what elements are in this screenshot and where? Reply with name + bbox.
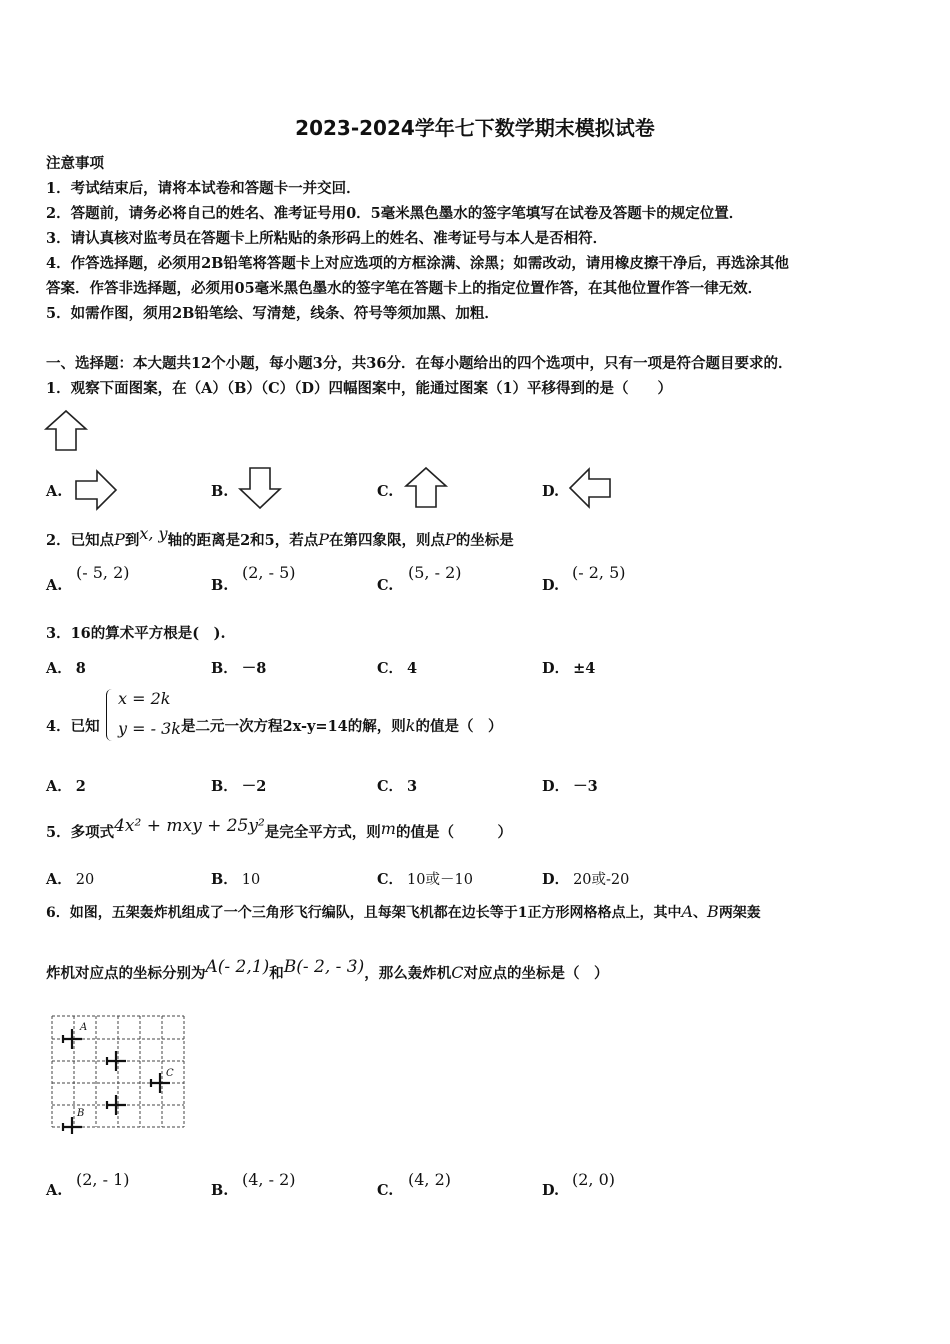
q5-option-c: C． 10或－10 xyxy=(377,871,473,888)
q3-option-d: D． ±4 xyxy=(542,660,596,677)
q4-equation-1: x = 2k xyxy=(118,689,171,708)
label-b: B xyxy=(77,1108,85,1119)
plane-icon-4 xyxy=(106,1095,126,1115)
q5-option-b: B． 10 xyxy=(211,871,261,888)
q6-option-a-value: (2, - 1) xyxy=(76,1170,130,1189)
notice-line: 4．作答选择题，必须用2B铅笔将答题卡上对应选项的方框涂满、涂黑；如需改动，请用橡皮擦干净后，再选涂其他 xyxy=(46,255,789,272)
plane-icon-a xyxy=(62,1029,82,1049)
q5-option-a: A． 20 xyxy=(46,871,95,888)
q6-option-a-label: A. xyxy=(46,1182,63,1199)
q4-option-c: C． 3 xyxy=(377,778,418,795)
question-6-line-2: 炸机对应点的坐标分别为A(- 2,1)和B(- 2, - 3)，那么轰炸机C对应点的坐标是（ ） xyxy=(46,957,609,982)
q6-option-b-label: B. xyxy=(211,1182,229,1199)
q6-option-d-label: D. xyxy=(542,1182,560,1199)
arrow-left-figure-d xyxy=(567,466,613,510)
q2-option-a-value: (- 5, 2) xyxy=(76,563,130,582)
arrow-down-figure-b xyxy=(237,465,283,511)
q4-equation-2: y = - 3k xyxy=(118,719,181,738)
q2-option-c-label: C. xyxy=(377,577,394,594)
q1-option-d-label: D. xyxy=(542,483,560,500)
q1-option-b-label: B. xyxy=(211,483,229,500)
plane-icon-b xyxy=(62,1117,82,1134)
plane-icon-2 xyxy=(106,1051,126,1071)
q3-option-b: B． －8 xyxy=(211,660,267,677)
arrow-right-figure-a xyxy=(73,468,119,512)
q2-option-b-value: (2, - 5) xyxy=(242,563,296,582)
q4-option-b: B． －2 xyxy=(211,778,267,795)
q2-option-c-value: (5, - 2) xyxy=(408,563,462,582)
question-6-line-1: 6．如图，五架轰炸机组成了一个三角形飞行编队，且每架飞机都在边长等于1正方形网格格点上，其中A、B两架轰 xyxy=(46,902,761,921)
notice-line: 答案．作答非选择题，必须用05毫米黑色墨水的签字笔在答题卡上的指定位置作答，在其他位置作答一律无效． xyxy=(46,280,763,297)
question-2: 2．已知点P到x, y轴的距离是2和5，若点P在第四象限，则点P的坐标是 xyxy=(46,524,514,549)
arrow-up-figure-c xyxy=(402,465,450,511)
equation-brace xyxy=(106,689,115,741)
notice-line: 2．答题前，请务必将自己的姓名、准考证号用0．5毫米黑色墨水的签字笔填写在试卷及答题卡的规定位置． xyxy=(46,205,744,222)
section-header: 一、选择题：本大题共12个小题，每小题3分，共36分．在每小题给出的四个选项中，只有一项是符合题目要求的． xyxy=(46,355,793,372)
q2-option-a-label: A. xyxy=(46,577,63,594)
q2-option-d-label: D. xyxy=(542,577,560,594)
question-5: 5．多项式4x² + mxy + 25y²是完全平方式，则m的值是（ ） xyxy=(46,816,512,841)
arrow-up-figure-1 xyxy=(42,408,90,454)
notice-line: 3．请认真核对监考员在答题卡上所粘贴的条形码上的姓名、准考证号与本人是否相符． xyxy=(46,230,608,247)
label-a: A xyxy=(80,1022,88,1033)
question-4-prefix: 4．已知 xyxy=(46,718,100,735)
notice-line: 1．考试结束后，请将本试卷和答题卡一并交回． xyxy=(46,180,361,197)
label-c: C xyxy=(166,1068,174,1079)
q4-option-d: D． －3 xyxy=(542,778,598,795)
q4-option-a: A． 2 xyxy=(46,778,86,795)
q6-option-b-value: (4, - 2) xyxy=(242,1170,296,1189)
q1-option-c-label: C. xyxy=(377,483,394,500)
q3-option-c: C． 4 xyxy=(377,660,418,677)
q6-option-c-label: C. xyxy=(377,1182,394,1199)
q2-option-d-value: (- 2, 5) xyxy=(572,563,626,582)
notice-heading: 注意事项 xyxy=(46,155,104,172)
bomber-grid-figure xyxy=(48,1012,190,1136)
q2-option-b-label: B. xyxy=(211,577,229,594)
page-title: 2023-2024学年七下数学期末模拟试卷 xyxy=(295,116,655,140)
q3-option-a: A． 8 xyxy=(46,660,86,677)
q1-option-a-label: A. xyxy=(46,483,63,500)
notice-line: 5．如需作图，须用2B铅笔绘、写清楚，线条、符号等须加黑、加粗． xyxy=(46,305,499,322)
q6-option-d-value: (2, 0) xyxy=(572,1170,616,1189)
q6-option-c-value: (4, 2) xyxy=(408,1170,452,1189)
q5-option-d: D． 20或-20 xyxy=(542,871,630,888)
question-1: 1．观察下面图案，在（A）（B）（C）（D）四幅图案中，能通过图案（1）平移得到的是（ ） xyxy=(46,380,673,397)
question-3: 3．16的算术平方根是( ). xyxy=(46,625,226,642)
question-4-body: 是二元一次方程2x-y=14的解，则k的值是（ ） xyxy=(181,716,503,735)
